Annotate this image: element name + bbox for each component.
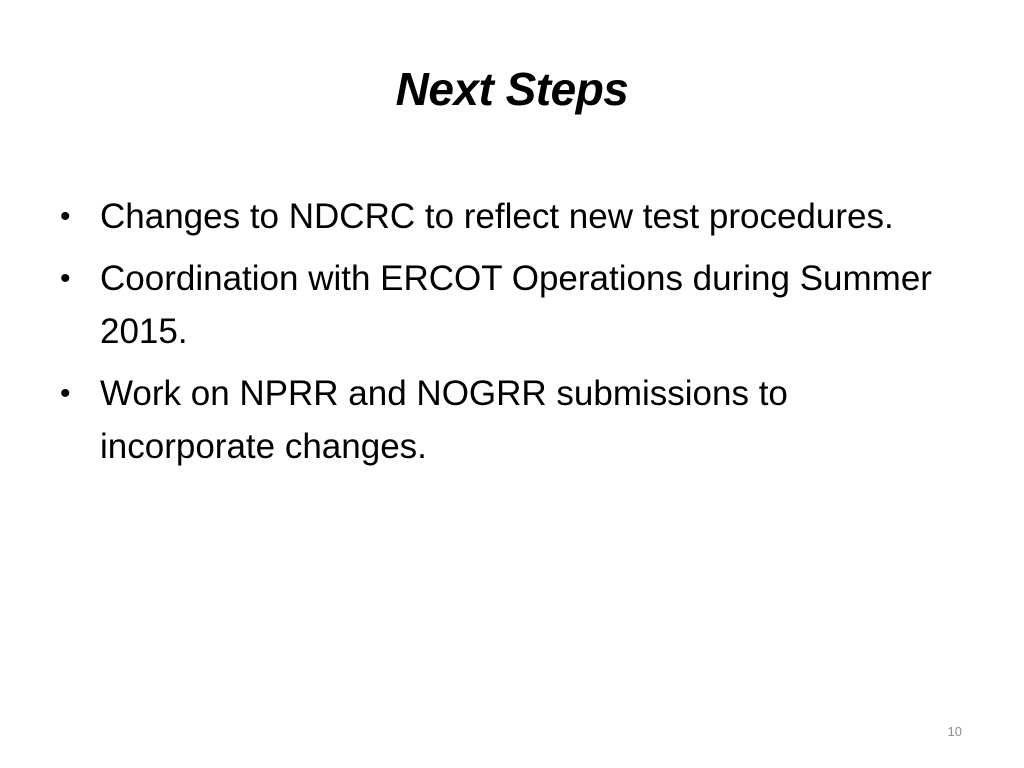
- bullet-text: Work on NPRR and NOGRR submissions to incorporate changes.: [100, 374, 788, 466]
- bullet-item: [56, 367, 936, 473]
- slide-title: Next Steps: [395, 63, 629, 115]
- bullet-item: [56, 252, 936, 358]
- bullet-icon: •: [60, 262, 71, 295]
- bullet-list: [56, 190, 936, 482]
- bullet-icon: •: [60, 200, 71, 233]
- bullet-text: Coordination with ERCOT Operations during Summer 2015.: [100, 259, 932, 351]
- slide-number: 10: [947, 724, 962, 739]
- bullet-item: [56, 190, 936, 243]
- bullet-icon: •: [60, 377, 71, 410]
- bullet-text: Changes to NDCRC to reflect new test procedures.: [100, 197, 894, 236]
